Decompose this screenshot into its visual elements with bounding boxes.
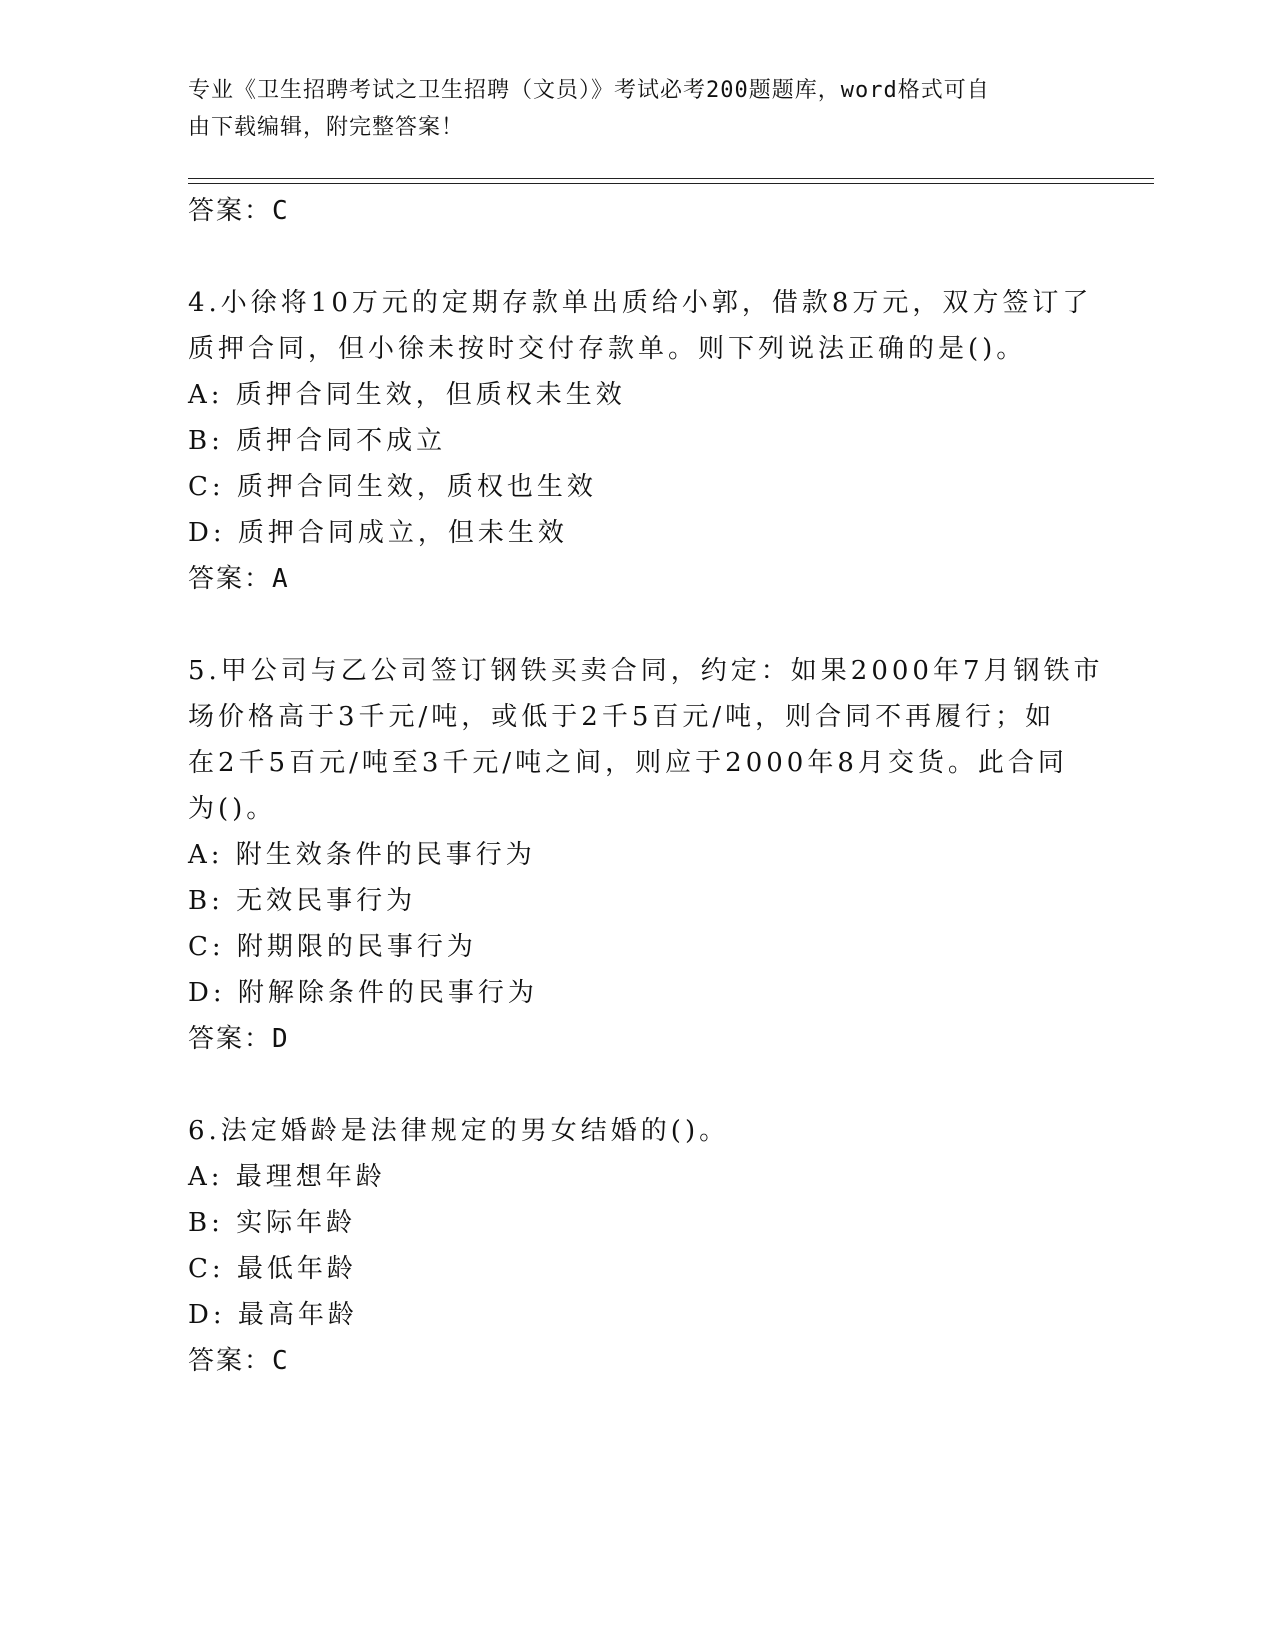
header-line-1: 专业《卫生招聘考试之卫生招聘（文员）》考试必考200题题库，word格式可自 [188,78,990,103]
question-5-option-c: C: 附期限的民事行为 [188,932,477,962]
page-header [188,72,1068,146]
question-4-option-c: C: 质押合同生效，质权也生效 [188,472,597,502]
question-6-option-c: C: 最低年龄 [188,1254,357,1284]
question-5-stem-line-2: 场价格高于3千元/吨，或低于2千5百元/吨，则合同不再履行；如 [188,702,1056,732]
header-line-2: 由下载编辑，附完整答案！ [188,115,465,140]
question-4-option-b: B: 质押合同不成立 [188,426,447,456]
header-rule-bottom [188,183,1154,184]
question-6-option-b: B: 实际年龄 [188,1208,357,1238]
question-4-stem-line-1: 4.小徐将10万元的定期存款单出质给小郭，借款8万元，双方签订了 [188,288,1093,318]
question-5-option-a: A: 附生效条件的民事行为 [188,840,536,870]
question-6 [188,1108,1088,1384]
question-4-stem-line-2: 质押合同，但小徐未按时交付存款单。则下列说法正确的是()。 [188,334,1027,364]
question-5-stem-line-1: 5.甲公司与乙公司签订钢铁买卖合同，约定：如果2000年7月钢铁市 [188,656,1104,686]
question-6-option-d: D: 最高年龄 [188,1300,358,1330]
header-rule-top [188,178,1154,179]
previous-answer: 答案：C [188,196,290,226]
question-5-option-b: B: 无效民事行为 [188,886,417,916]
question-5-stem-line-3: 在2千5百元/吨至3千元/吨之间，则应于2000年8月交货。此合同 [188,748,1068,778]
spacer [188,234,1088,280]
question-5-stem-line-4: 为()。 [188,794,277,824]
question-4-option-a: A: 质押合同生效，但质权未生效 [188,380,626,410]
question-5-option-d: D: 附解除条件的民事行为 [188,978,538,1008]
question-6-option-a: A: 最理想年龄 [188,1162,386,1192]
question-6-answer: 答案：C [188,1346,290,1376]
question-6-stem-line-1: 6.法定婚龄是法律规定的男女结婚的()。 [188,1116,730,1146]
spacer [188,602,1088,648]
question-4-answer: 答案：A [188,564,290,594]
question-4 [188,280,1093,602]
spacer [188,1062,1088,1108]
question-5-answer: 答案：D [188,1024,290,1054]
question-4-option-d: D: 质押合同成立，但未生效 [188,518,568,548]
question-5 [188,648,1104,1062]
document-body [188,188,1104,1384]
